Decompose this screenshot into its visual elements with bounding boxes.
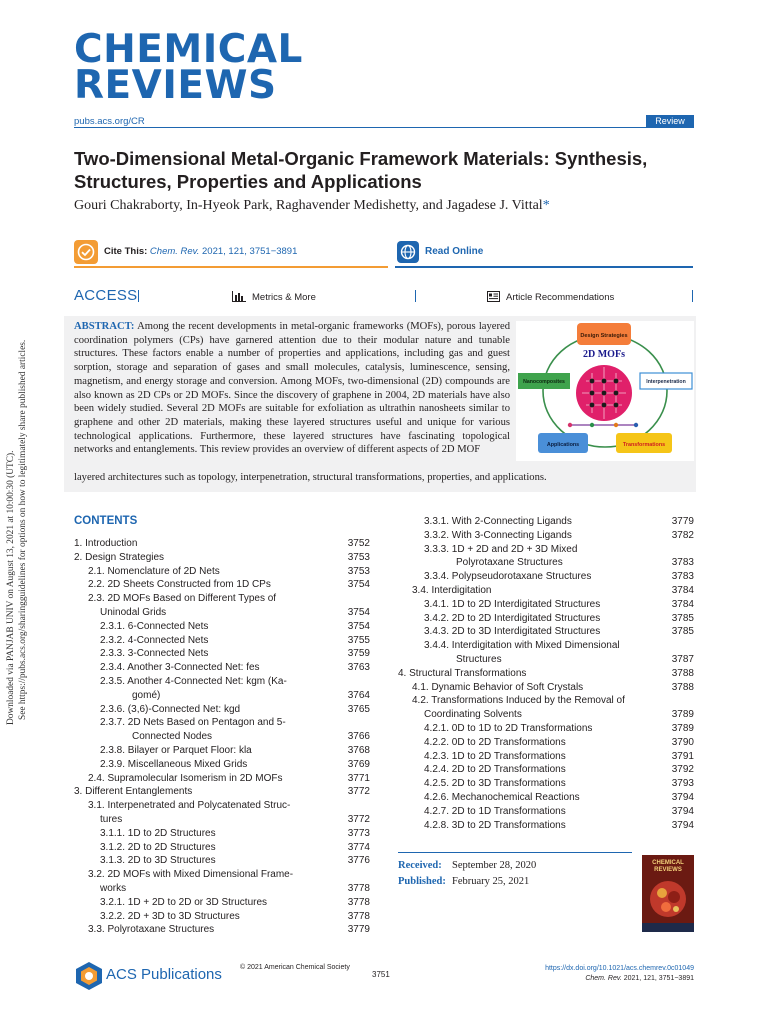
- graphic-label-left: Nanocomposites: [523, 379, 565, 385]
- toc-entry-page: 3753: [347, 565, 370, 577]
- toc-entry-title: 2.3.3. 3-Connected Nets: [100, 648, 209, 660]
- toc-entry[interactable]: [74, 606, 370, 620]
- journal-logo: [74, 27, 303, 108]
- cite-this-text: [104, 246, 297, 257]
- toc-entry-page: 3759: [347, 648, 370, 660]
- access-bar: [74, 287, 694, 309]
- toc-entry-title: 2.3.6. (3,6)-Connected Net: kgd: [100, 703, 241, 715]
- toc-entry[interactable]: [74, 716, 370, 730]
- toc-entry-title: 2.3.8. Bilayer or Parquet Floor: kla: [100, 744, 252, 756]
- toc-entry[interactable]: [398, 556, 694, 570]
- acs-logo-icon[interactable]: [74, 961, 104, 991]
- toc-entry-title: 3.2.2. 2D + 3D to 3D Structures: [100, 910, 240, 922]
- toc-entry[interactable]: [74, 744, 370, 758]
- toc-entry[interactable]: [398, 570, 694, 584]
- page-number: 3751: [372, 970, 390, 979]
- toc-entry[interactable]: [74, 730, 370, 744]
- toc-entry-title: 2.3.5. Another 4-Connected Net: kgm (Ka-: [100, 675, 287, 687]
- toc-entry-title: 3.1. Interpenetrated and Polycatenated Struc-: [88, 800, 291, 812]
- toc-entry[interactable]: [398, 763, 694, 777]
- toc-entry[interactable]: [74, 661, 370, 675]
- toc-entry[interactable]: [74, 813, 370, 827]
- toc-entry-title: 4.1. Dynamic Behavior of Soft Crystals: [412, 681, 584, 693]
- journal-cover-image[interactable]: [642, 855, 694, 932]
- toc-entry-title: 3.3.3. 1D + 2D and 2D + 3D Mixed: [424, 543, 578, 555]
- article-type-badge: Review: [646, 115, 694, 128]
- cite-this-label: Cite This:: [104, 246, 148, 257]
- toc-entry[interactable]: [398, 639, 694, 653]
- toc-entry-title: 2.2. 2D Sheets Constructed from 1D CPs: [88, 579, 271, 591]
- toc-entry-title: 1. Introduction: [74, 538, 138, 549]
- toc-entry-page: 3784: [671, 598, 694, 610]
- toc-entry-title: 2.1. Nomenclature of 2D Nets: [88, 565, 220, 577]
- toc-entry-page: 3791: [671, 750, 694, 762]
- toc-entry-page: 3788: [671, 667, 694, 679]
- toc-entry-title: tures: [100, 813, 123, 825]
- toc-entry[interactable]: [398, 584, 694, 598]
- cite-journal[interactable]: Chem. Rev.: [149, 246, 200, 257]
- abstract-body: Among the recent developments in metal-organic frameworks (MOFs), porous layered coordination polymers (CPs) have garnered attention due to their modular nature and tunable structures. These factors enable a number of properties and applications, including gas and guest sorption, storage and separation of gases and small molecules, catalysis, luminescence, sensing, magnetism, and energy storage and conversion. Among MOFs, two-dimensional (2D) compounds are also known as 2D CPs or 2D MOFs. Since the discovery of graphene in 2004, 2D materials have also been widely studied. Several 2D MOFs are suitable for exfoliation as ultrathin nanosheets similar to graphene and other 2D materials, making these layered structures useful and unique for various technological applications. Furthermore, these layered structures have fascinating topological networks and entanglements. This review provides an overview of different aspects of 2D MOF: [74, 321, 510, 456]
- toc-entry-title: 3.1.1. 1D to 2D Structures: [100, 827, 216, 839]
- recommendations-link[interactable]: [487, 291, 614, 305]
- toc-entry-page: 3754: [347, 606, 370, 618]
- toc-entry[interactable]: [398, 722, 694, 736]
- access-divider: [138, 290, 139, 302]
- toc-entry-title: 4.2.3. 1D to 2D Transformations: [424, 750, 566, 762]
- toc-entry-title: Connected Nodes: [132, 731, 213, 743]
- author-names: Gouri Chakraborty, In-Hyeok Park, Raghavender Medishetty, and Jagadese J. Vittal: [74, 198, 543, 213]
- toc-entry-page: 3784: [671, 584, 694, 596]
- toc-entry[interactable]: [398, 667, 694, 681]
- globe-icon: [397, 241, 419, 263]
- toc-entry-title: 3.3.1. With 2-Connecting Ligands: [424, 516, 572, 527]
- toc-entry-page: 3794: [671, 819, 694, 831]
- toc-entry-title: 4. Structural Transformations: [398, 667, 527, 679]
- toc-entry[interactable]: [74, 578, 370, 592]
- toc-entry-page: 3754: [347, 579, 370, 591]
- toc-entry-page: 3789: [671, 722, 694, 734]
- toc-entry[interactable]: [398, 708, 694, 722]
- toc-entry[interactable]: [74, 882, 370, 896]
- dates-rule: [398, 852, 632, 853]
- toc-entry-page: 3778: [347, 896, 370, 908]
- cite-reference[interactable]: 2021, 121, 3751−3891: [202, 246, 298, 257]
- toc-entry-title: 3.2. 2D MOFs with Mixed Dimensional Frame-: [88, 869, 294, 881]
- graphic-label-right: Interpenetration: [646, 379, 686, 385]
- toc-entry-page: 3763: [347, 662, 370, 674]
- masthead-rule: [74, 127, 694, 128]
- doi-block: [545, 964, 694, 984]
- toc-entry-title: 3.3.2. With 3-Connecting Ligands: [424, 529, 572, 541]
- toc-entry-title: 3.2.1. 1D + 2D to 2D or 3D Structures: [100, 896, 268, 908]
- toc-entry[interactable]: [398, 819, 694, 833]
- checkmark-badge-icon: [74, 240, 98, 264]
- toc-entry-title: 2. Design Strategies: [74, 551, 165, 563]
- toc-entry[interactable]: [398, 598, 694, 612]
- toc-entry[interactable]: [398, 529, 694, 543]
- download-notice: [4, 300, 32, 730]
- read-online-link[interactable]: Read Online: [425, 246, 484, 257]
- toc-entry[interactable]: [398, 791, 694, 805]
- toc-entry[interactable]: [74, 647, 370, 661]
- toc-entry-page: 3789: [671, 709, 694, 721]
- toc-entry-page: 3778: [347, 910, 370, 922]
- toc-entry-page: 3794: [671, 805, 694, 817]
- toc-entry-title: 4.2. Transformations Induced by the Removal of: [412, 695, 625, 707]
- published-date: February 25, 2021: [452, 876, 530, 887]
- toc-entry-page: 3785: [671, 612, 694, 624]
- toc-entry-title: 4.2.7. 2D to 1D Transformations: [424, 805, 566, 817]
- toc-entry[interactable]: [74, 772, 370, 786]
- toc-entry[interactable]: [74, 634, 370, 648]
- doi-link[interactable]: https://dx.doi.org/10.1021/acs.chemrev.0c01049: [545, 965, 694, 972]
- toc-entry-page: 3772: [347, 813, 370, 825]
- toc-entry[interactable]: [74, 827, 370, 841]
- toc-entry-page: 3772: [347, 786, 370, 798]
- toc-graphic: [516, 321, 694, 461]
- toc-entry-page: 3774: [347, 841, 370, 853]
- toc-entry[interactable]: [74, 785, 370, 799]
- toc-entry-title: 3.3. Polyrotaxane Structures: [88, 924, 215, 936]
- toc-entry[interactable]: [74, 703, 370, 717]
- toc-entry[interactable]: [74, 565, 370, 579]
- toc-entry-page: 3790: [671, 736, 694, 748]
- publisher-name: ACS Publications: [106, 966, 222, 983]
- author-list: [74, 198, 550, 214]
- read-online-bar[interactable]: [395, 238, 693, 268]
- published-label: Published:: [398, 876, 446, 887]
- toc-entry-page: 3779: [671, 516, 694, 527]
- toc-entry[interactable]: [74, 689, 370, 703]
- access-divider: [415, 290, 416, 302]
- toc-entry[interactable]: [398, 625, 694, 639]
- toc-entry-title: 4.2.1. 0D to 1D to 2D Transformations: [424, 722, 593, 734]
- toc-entry-title: Uninodal Grids: [100, 606, 167, 618]
- toc-entry-title: 3.4.3. 2D to 3D Interdigitated Structures: [424, 626, 601, 638]
- journal-logo-line-2: REVIEWS: [74, 63, 277, 108]
- toc-entry-page: 3778: [347, 882, 370, 894]
- toc-entry-title: 3.1.2. 2D to 2D Structures: [100, 841, 216, 853]
- contents-column-right: [398, 515, 694, 832]
- toc-entry[interactable]: [74, 592, 370, 606]
- toc-entry-page: 3794: [671, 791, 694, 803]
- toc-entry-page: 3776: [347, 855, 370, 867]
- abstract-heading: ABSTRACT:: [74, 321, 135, 332]
- toc-entry-title: 3.1.3. 2D to 3D Structures: [100, 855, 216, 867]
- journal-link[interactable]: pubs.acs.org/CR: [74, 116, 145, 127]
- toc-entry[interactable]: [74, 758, 370, 772]
- toc-entry[interactable]: [74, 868, 370, 882]
- metrics-label: Metrics & More: [252, 292, 316, 303]
- toc-entry[interactable]: [74, 799, 370, 813]
- toc-entry[interactable]: [74, 896, 370, 910]
- toc-entry-page: 3792: [671, 764, 694, 776]
- toc-entry[interactable]: [74, 551, 370, 565]
- bar-chart-icon: [232, 291, 246, 305]
- toc-entry-title: 3.4.2. 2D to 2D Interdigitated Structures: [424, 612, 601, 624]
- toc-entry[interactable]: [398, 612, 694, 626]
- toc-entry-title: 4.2.5. 2D to 3D Transformations: [424, 778, 566, 790]
- cite-this-bar[interactable]: [74, 238, 388, 268]
- toc-entry[interactable]: [398, 736, 694, 750]
- toc-entry-title: 2.4. Supramolecular Isomerism in 2D MOFs: [88, 772, 283, 784]
- toc-entry[interactable]: [398, 653, 694, 667]
- toc-entry-title: 4.2.6. Mechanochemical Reactions: [424, 791, 580, 803]
- footer-citation-journal: Chem. Rev.: [585, 975, 622, 982]
- toc-entry-title: Polyrotaxane Structures: [456, 557, 563, 569]
- article-title: Two-Dimensional Metal-Organic Framework Materials: Synthesis, Structures, Properties and Applications: [74, 148, 648, 192]
- toc-entry-title: 2.3.2. 4-Connected Nets: [100, 634, 209, 646]
- abstract-text: [74, 320, 510, 457]
- toc-entry-page: 3753: [347, 551, 370, 563]
- toc-entry-title: 2.3. 2D MOFs Based on Different Types of: [88, 593, 277, 605]
- contents-column-left: [74, 537, 370, 937]
- toc-entry-page: 3769: [347, 758, 370, 770]
- toc-entry[interactable]: [398, 543, 694, 557]
- toc-entry-page: 3752: [347, 538, 370, 549]
- recommendations-label: Article Recommendations: [506, 292, 615, 303]
- toc-entry-page: 3783: [671, 557, 694, 569]
- toc-entry[interactable]: [74, 537, 370, 551]
- toc-entry[interactable]: [398, 515, 694, 529]
- access-label: ACCESS: [74, 287, 138, 304]
- toc-entry-title: 3.4.1. 1D to 2D Interdigitated Structures: [424, 598, 601, 610]
- toc-entry[interactable]: [74, 841, 370, 855]
- toc-entry[interactable]: [398, 777, 694, 791]
- contents-heading: CONTENTS: [74, 515, 138, 527]
- toc-entry-title: Coordinating Solvents: [424, 709, 522, 721]
- toc-entry[interactable]: [398, 805, 694, 819]
- toc-entry-title: 3.3.4. Polypseudorotaxane Structures: [424, 571, 592, 583]
- download-notice-line-1: Downloaded via PANJAB UNIV on August 13, 2021 at 10:00:30 (UTC).: [6, 450, 16, 725]
- toc-entry-title: 2.3.1. 6-Connected Nets: [100, 620, 209, 632]
- download-notice-line-2: See https://pubs.acs.org/sharingguidelines for options on how to legitimately share published articles.: [18, 339, 28, 720]
- graphic-label-top: Design Strategies: [580, 333, 628, 339]
- toc-entry-page: 3765: [347, 703, 370, 715]
- toc-entry-title: 4.2.4. 2D to 2D Transformations: [424, 764, 566, 776]
- article-dates: [398, 858, 536, 890]
- toc-entry-title: 4.2.2. 0D to 2D Transformations: [424, 736, 566, 748]
- toc-entry-title: gomé): [132, 689, 161, 701]
- toc-entry-page: 3788: [671, 681, 694, 693]
- toc-entry-page: 3785: [671, 626, 694, 638]
- toc-entry-page: 3783: [671, 571, 694, 583]
- toc-entry[interactable]: [74, 675, 370, 689]
- toc-entry-page: 3771: [347, 772, 370, 784]
- cover-title-line-1: CHEMICAL: [652, 860, 684, 866]
- toc-entry[interactable]: [398, 681, 694, 695]
- toc-entry-page: 3793: [671, 778, 694, 790]
- toc-entry-title: Structures: [456, 653, 502, 665]
- toc-entry-title: 2.3.4. Another 3-Connected Net: fes: [100, 662, 260, 674]
- graphic-label-bottom-left: Applications: [546, 442, 580, 448]
- cover-title-line-2: REVIEWS: [654, 867, 682, 873]
- abstract-last-line: layered architectures such as topology, interpenetration, structural transformations, properties, and applications.: [74, 472, 547, 483]
- copyright: © 2021 American Chemical Society: [240, 964, 350, 971]
- toc-entry-page: 3782: [671, 529, 694, 541]
- toc-entry-title: 3. Different Entanglements: [74, 786, 193, 798]
- toc-entry-page: 3764: [347, 689, 370, 701]
- article-list-icon: [487, 291, 500, 305]
- toc-entry-page: 3768: [347, 744, 370, 756]
- corresponding-author-mark[interactable]: *: [542, 198, 550, 213]
- toc-entry[interactable]: [398, 750, 694, 764]
- toc-entry-page: 3755: [347, 634, 370, 646]
- toc-entry[interactable]: [74, 620, 370, 634]
- journal-logo-line-1: CHEMICAL: [74, 27, 303, 72]
- footer-citation-rest: 2021, 121, 3751−3891: [623, 975, 694, 982]
- toc-entry-title: 3.4. Interdigitation: [412, 584, 492, 596]
- toc-entry[interactable]: [74, 910, 370, 924]
- toc-entry-title: works: [100, 882, 127, 894]
- access-divider: [692, 290, 693, 302]
- graphic-label-bottom-right: Transformations: [622, 442, 666, 448]
- metrics-link[interactable]: [232, 291, 316, 305]
- toc-entry[interactable]: [74, 923, 370, 937]
- toc-entry[interactable]: [398, 694, 694, 708]
- toc-entry[interactable]: [74, 854, 370, 868]
- toc-entry-page: 3787: [671, 653, 694, 665]
- toc-entry-page: 3766: [347, 731, 370, 743]
- received-label: Received:: [398, 860, 442, 871]
- footer-citation: [545, 974, 694, 984]
- toc-entry-page: 3773: [347, 827, 370, 839]
- toc-entry-title: 2.3.9. Miscellaneous Mixed Grids: [100, 758, 248, 770]
- toc-entry-title: 3.4.4. Interdigitation with Mixed Dimensional: [424, 640, 620, 652]
- toc-entry-title: 2.3.7. 2D Nets Based on Pentagon and 5-: [100, 717, 286, 729]
- toc-entry-page: 3754: [347, 620, 370, 632]
- received-date: September 28, 2020: [452, 860, 537, 871]
- toc-entry-page: 3779: [347, 924, 370, 936]
- graphic-title: 2D MOFs: [583, 349, 625, 360]
- toc-entry-title: 4.2.8. 3D to 2D Transformations: [424, 819, 566, 831]
